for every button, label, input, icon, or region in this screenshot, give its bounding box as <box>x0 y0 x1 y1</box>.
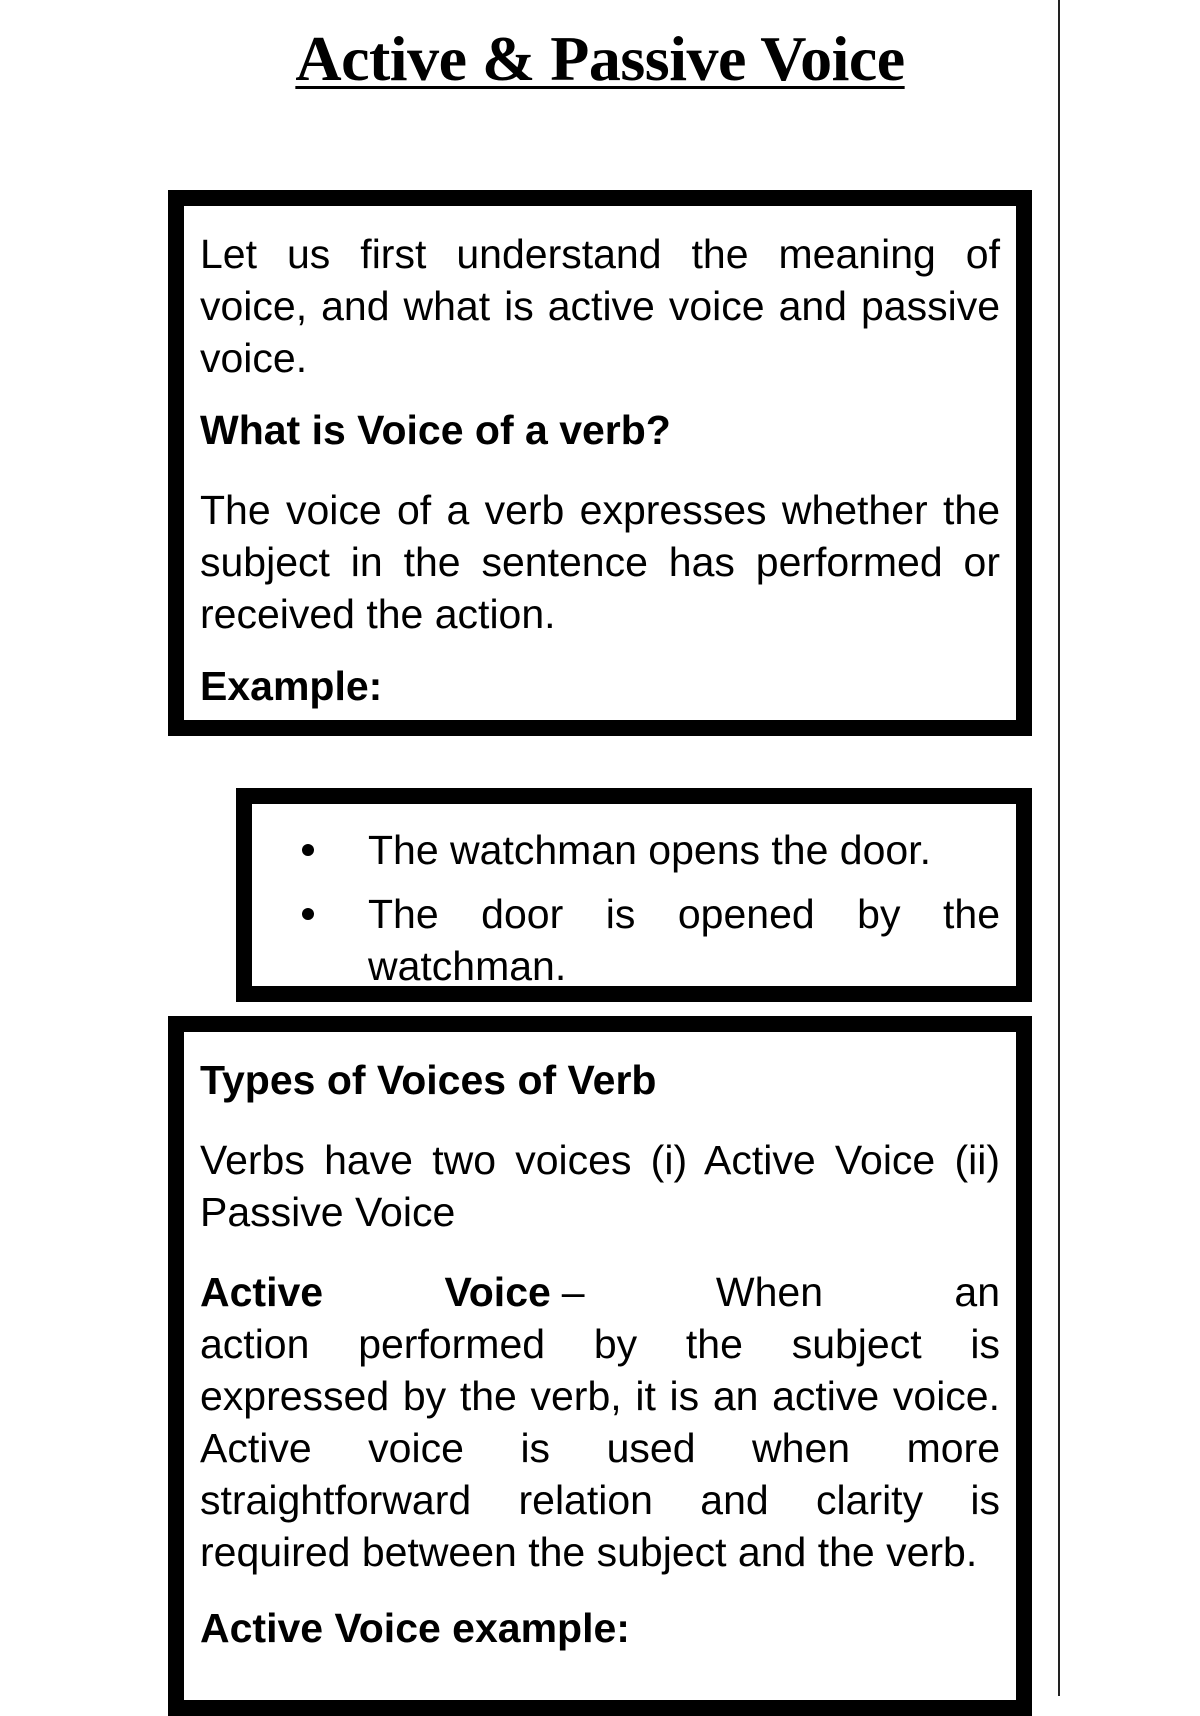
active-voice-line <box>200 1266 1000 1318</box>
voice-definition: The voice of a verb expresses whether the subject in the sentence has performed or received the action. <box>200 487 1000 637</box>
example-label: Example: <box>200 663 383 709</box>
list-item <box>268 888 1000 992</box>
page-edge-rule <box>1058 0 1060 1696</box>
active-voice-definition: action performed by the subject is expressed by the verb, it is an active voice. Active voice is used when more straightforward relation and clarity is required between the subject and the verb. <box>200 1321 1000 1575</box>
types-description: Verbs have two voices (i) Active Voice (ii) Passive Voice <box>200 1137 1000 1235</box>
example-sentence: The door is opened by the watchman. <box>368 891 1000 989</box>
intro-box <box>168 190 1032 736</box>
voice-question-heading: What is Voice of a verb? <box>200 407 671 453</box>
active-voice-example-label: Active Voice example: <box>200 1605 630 1651</box>
types-heading: Types of Voices of Verb <box>200 1057 657 1103</box>
examples-list <box>268 824 1000 992</box>
examples-box <box>236 788 1032 1002</box>
list-item <box>268 824 1000 876</box>
example-sentence: The watchman opens the door. <box>368 827 931 873</box>
types-box <box>168 1016 1032 1716</box>
bullet-icon <box>302 908 314 920</box>
active-voice-dash: – When an <box>561 1269 1000 1315</box>
bullet-icon <box>302 844 314 856</box>
active-voice-term: Active Voice <box>200 1269 551 1315</box>
intro-text: Let us first understand the meaning of voice, and what is active voice and passive voice. <box>200 231 1000 381</box>
page-title: Active & Passive Voice <box>295 23 905 94</box>
